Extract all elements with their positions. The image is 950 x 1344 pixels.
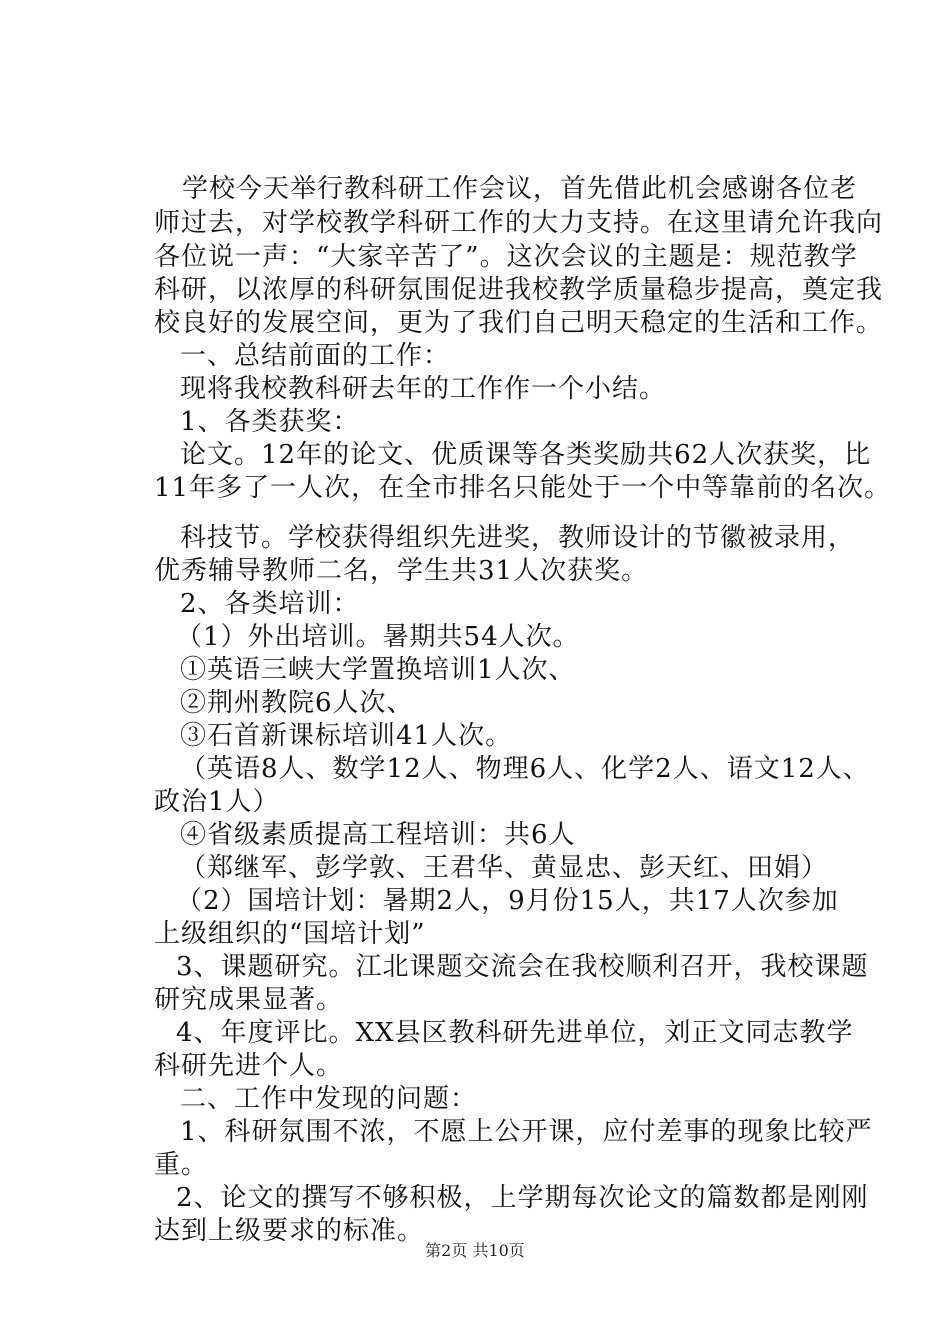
paragraph-line: 政治1人）: [154, 787, 280, 817]
paragraph-line: 科研，以浓厚的科研氛围促进我校教学质量稳步提高，奠定我: [154, 275, 884, 305]
paragraph-line: 各位说一声：“大家辛苦了”。这次会议的主题是：规范教学: [154, 242, 858, 272]
paragraph-line: 上级组织的“国培计划”: [154, 919, 426, 949]
paragraph-line: 校良好的发展空间，更为了我们自己明天稳定的生活和工作。: [154, 308, 884, 338]
section-heading: 一、总结前面的工作：: [180, 341, 451, 371]
paragraph-line: （1）外出培训。暑期共54人次。: [176, 622, 580, 652]
paragraph-line: 3、课题研究。江北课题交流会在我校顺利召开，我校课题: [176, 952, 869, 982]
paragraph-line: 科研先进个人。: [154, 1051, 344, 1081]
paragraph-line: 11年多了一人次，在全市排名只能处于一个中等靠前的名次。: [154, 473, 892, 503]
paragraph-line: 研究成果显著。: [154, 985, 344, 1015]
paragraph-line: 优秀辅导教师二名，学生共31人次获奖。: [154, 556, 649, 586]
section-heading: 二、工作中发现的问题：: [180, 1084, 478, 1114]
paragraph-line: 学校今天举行教科研工作会议，首先借此机会感谢各位老: [182, 174, 858, 204]
page-number-footer: 第2页 共10页: [425, 1241, 525, 1260]
subsection-heading: 1、各类获奖：: [180, 407, 360, 437]
paragraph-line: 论文。12年的论文、优质课等各类奖励共62人次获奖，比: [180, 440, 872, 470]
paragraph-line: 达到上级要求的标准。: [154, 1216, 425, 1246]
paragraph-line: 1、科研氛围不浓，不愿上公开课，应付差事的现象比较严: [180, 1117, 873, 1147]
paragraph-line: （郑继军、彭学敦、王君华、黄显忠、彭天红、田娟）: [180, 853, 829, 883]
list-item: ①英语三峡大学置换培训1人次、: [180, 655, 576, 685]
list-item: ④省级素质提高工程培训：共6人: [180, 820, 576, 850]
paragraph-line: 师过去，对学校教学科研工作的大力支持。在这里请允许我向: [154, 208, 884, 238]
paragraph-line: （2）国培计划：暑期2人，9月份15人，共17人次参加: [176, 886, 839, 916]
paragraph-line: 4、年度评比。XX县区教科研先进单位，刘正文同志教学: [176, 1018, 854, 1048]
paragraph-line: 科技节。学校获得组织先进奖，教师设计的节徽被录用，: [180, 523, 856, 553]
paragraph-line: （英语8人、数学12人、物理6人、化学2人、语文12人、: [180, 754, 870, 784]
subsection-heading: 2、各类培训：: [180, 589, 360, 619]
list-item: ②荆州教院6人次、: [180, 688, 414, 718]
paragraph-line: 重。: [154, 1150, 209, 1180]
paragraph-line: 2、论文的撰写不够积极，上学期每次论文的篇数都是刚刚: [176, 1183, 869, 1213]
list-item: ③石首新课标培训41人次。: [180, 721, 513, 751]
paragraph-line: 现将我校教科研去年的工作作一个小结。: [180, 374, 667, 404]
